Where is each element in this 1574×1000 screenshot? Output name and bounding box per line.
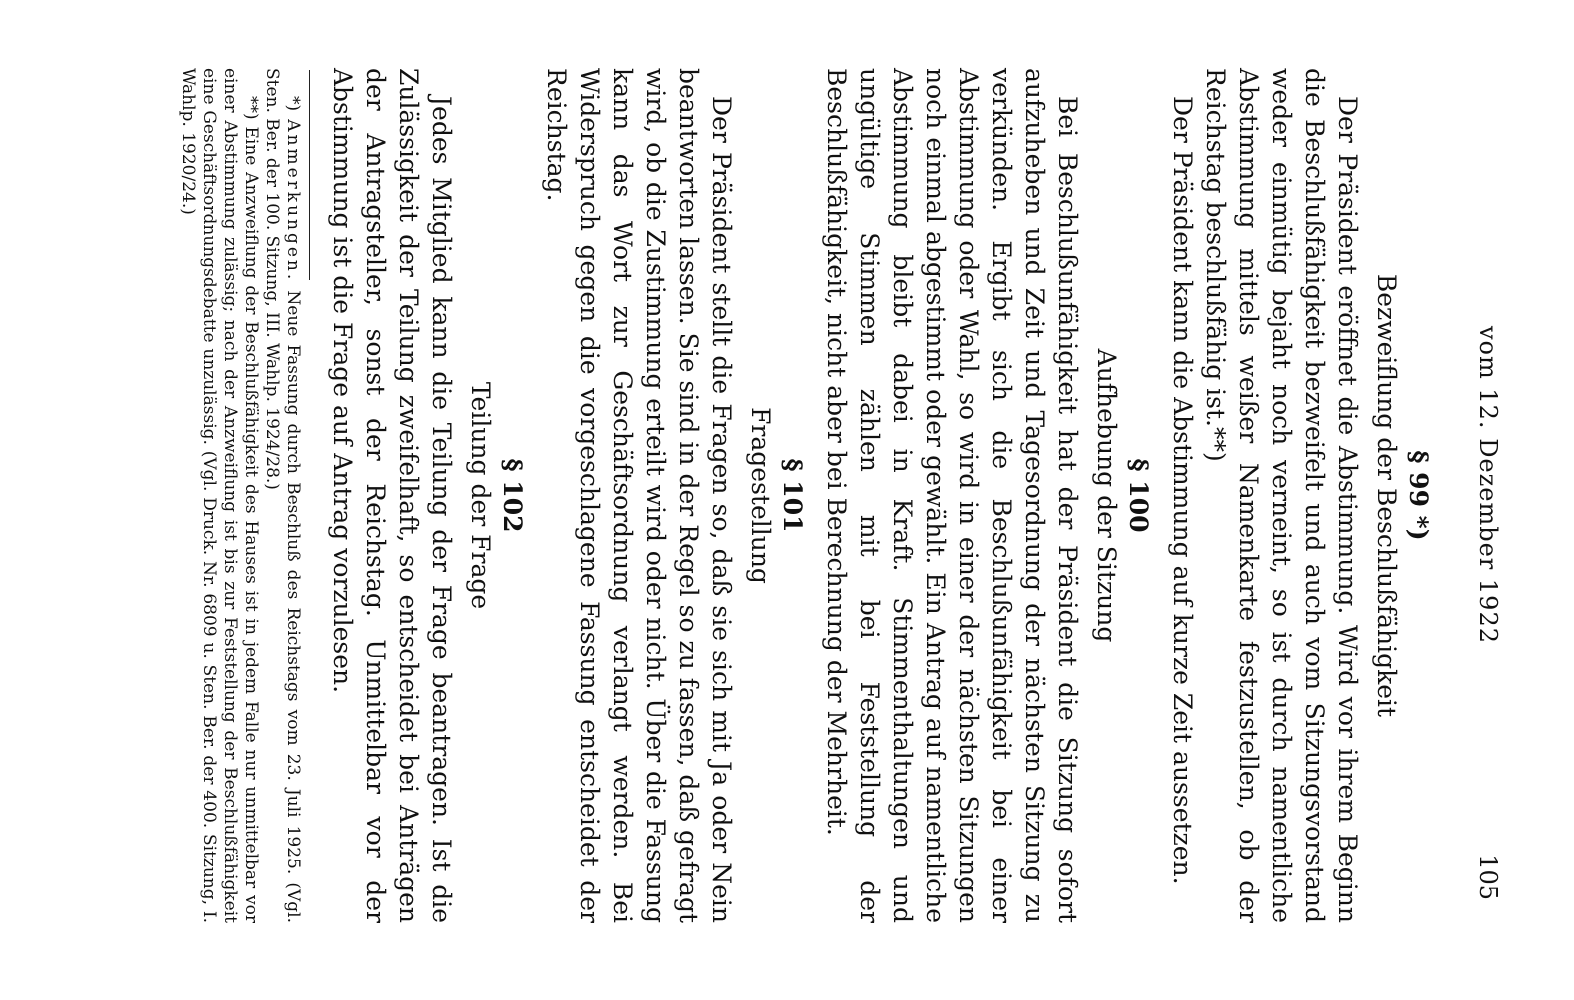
footnote <box>261 68 303 923</box>
section-paragraph: Der Präsident stellt die Fragen so, daß sie sich mit Ja oder Nein beantworten lassen. Sie sind in der Regel so zu fassen, daß gefragt wird, ob die Zustimmung erteilt wird oder nicht. Über die Fassung kann das Wort zur Geschäftsordnung verlangt werden. Bei Widerspruch gegen die vorgeschlagene Fassung entscheidet der Reichstag. <box>542 68 736 923</box>
section-title: Aufhebung der Sitzung <box>1092 348 1121 643</box>
running-head-title: vom 12. Dezember 1922 <box>1474 326 1502 644</box>
footnote-text: Eine Anzweiflung der Beschlußfähigkeit des Hauses ist in jedem Falle nur unmittelbar vor einer Abstimmung zulässig; nach der Anzweiflung ist bis zur Feststellung der Beschlußfähigkeit eine Geschäftsordnungsdebatte unzulässig. (Vgl. Druck. Nr. 6809 u. Sten. Ber. der 400. Sitzung, I. Wahlp. 1920/24.) <box>178 68 261 923</box>
section-title: Teilung der Frage <box>466 381 495 610</box>
section-number: § 100 <box>1124 458 1153 533</box>
text-column <box>177 68 1446 923</box>
footnote-marker: **) <box>241 96 261 120</box>
running-head <box>1462 70 1502 900</box>
section-paragraph: Der Präsident kann die Abstimmung auf kurze Zeit aussetzen. <box>1168 96 1197 885</box>
section-102 <box>326 68 528 923</box>
footnote-text: Neue Fassung durch Beschluß des Reichstags vom 23. Juli 1925. (Vgl. Sten. Ber. der 100. Sitzung, III. Wahlp. 1924/28.) <box>262 68 303 923</box>
section-number: § 101 <box>778 458 807 533</box>
section-paragraph: Jedes Mitglied kann die Teilung der Frage beantragen. Ist die Zulässigkeit der Teilung zweifelhaft, so entscheidet bei Anträgen der Antragsteller, sonst der Reichstag. Unmittelbar vor der Abstimmung ist die Frage auf Antrag vorzulesen. <box>328 68 456 923</box>
footnote-marker: *) <box>283 96 303 112</box>
section-99 <box>1166 68 1434 923</box>
footnote-divider <box>309 70 310 280</box>
section-title: Fragestellung <box>746 407 775 584</box>
section-100 <box>820 68 1154 923</box>
section-paragraph: Bei Beschlußunfähigkeit hat der Präsident die Sitzung sofort aufzuheben und Zeit und Tagesordnung der nächsten Sitzung zu verkünden. Ergibt sich die Beschlußunfähigkeit bei einer Abstimmung oder Wahl, so wird in einer der nächsten Sitzungen noch einmal abgestimmt oder gewählt. Ein Antrag auf namentliche Abstimmung bleibt dabei in Kraft. Stimmenthaltungen und ungültige Stimmen zählen mit bei Feststellung der Beschlußfähigkeit, nicht aber bei Berechnung der Mehrheit. <box>822 68 1082 923</box>
section-number: § 99 *) <box>1404 450 1433 541</box>
section-paragraph: Der Präsident eröffnet die Abstimmung. Wird vor ihrem Beginn die Beschlußfähigkeit bezweifelt und auch vom Sitzungsvorstand weder einmütig bejaht noch verneint, so ist durch namentliche Abstimmung mittels weißer Namenkarte festzustellen, ob der Reichstag beschlußfähig ist.**) <box>1201 68 1362 923</box>
footnotes <box>177 68 303 923</box>
section-101 <box>540 68 808 923</box>
footnote-label: Anmerkungen. <box>283 119 303 283</box>
page-number: 105 <box>1474 854 1502 900</box>
footnote <box>177 68 261 923</box>
section-number: § 102 <box>498 458 527 533</box>
section-title: Bezweiflung der Beschlußfähigkeit <box>1372 273 1401 718</box>
